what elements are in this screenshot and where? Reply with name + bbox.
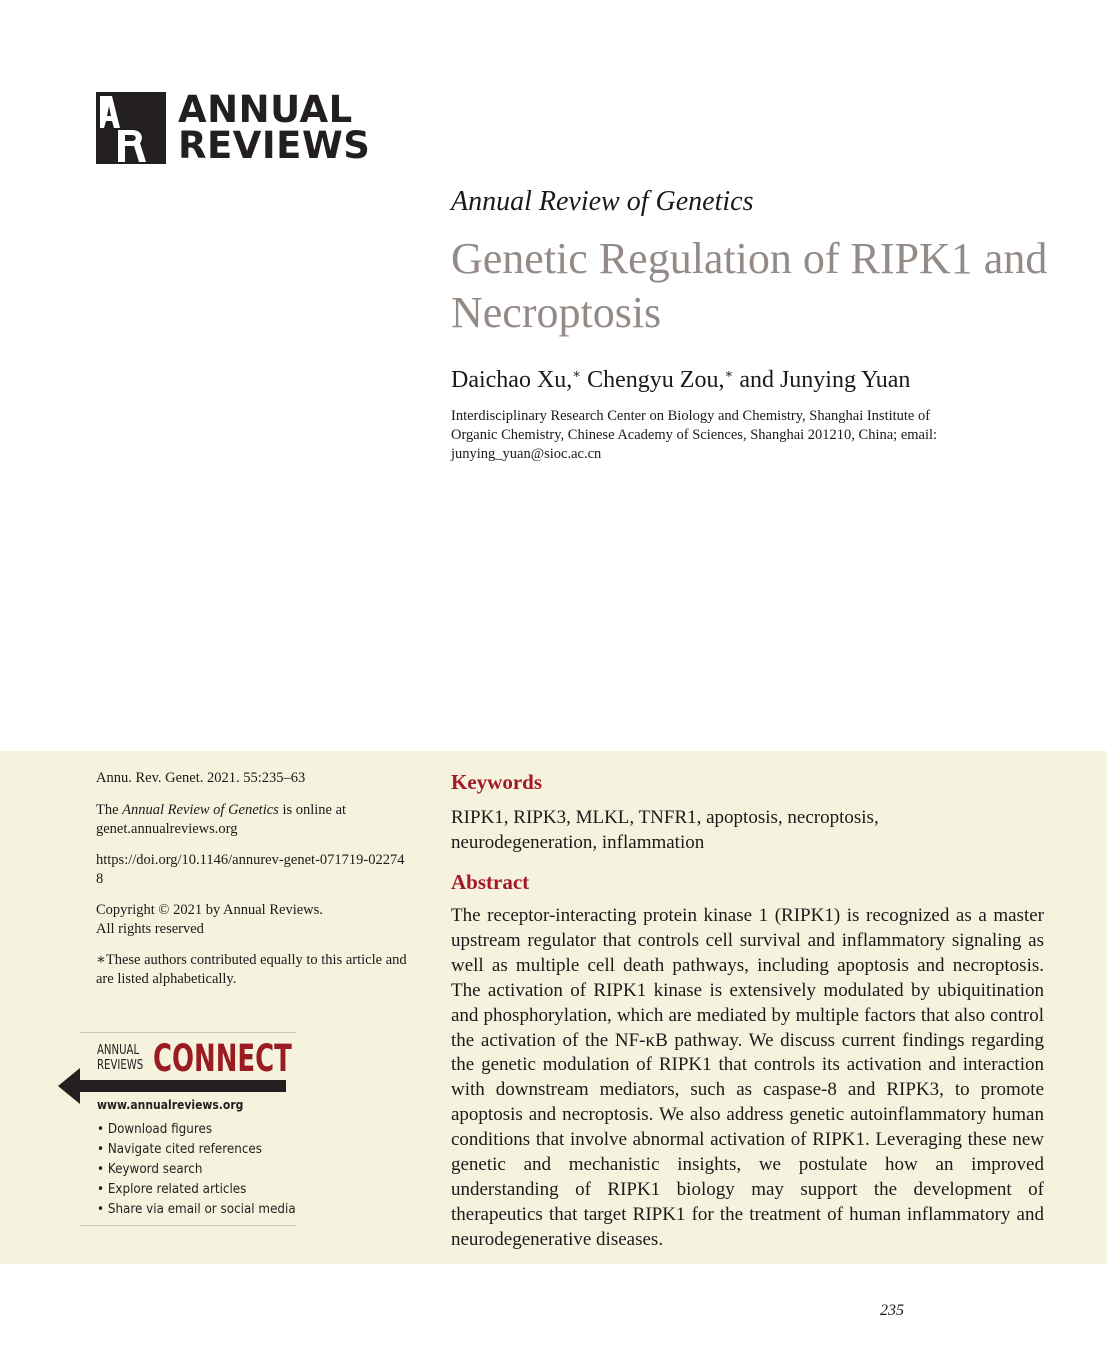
connect-reviews-label: REVIEWS: [97, 1058, 144, 1073]
doi-link[interactable]: https://doi.org/10.1146/annurev-genet-071719-022748: [96, 852, 405, 887]
keywords-heading: Keywords: [451, 770, 542, 794]
list-item: • Download figures: [97, 1122, 213, 1137]
equal-contribution-mark: ∗: [572, 366, 582, 381]
rights-line: All rights reserved: [96, 921, 204, 937]
page-number: 235: [880, 1302, 904, 1319]
online-suffix: is online at genet.annualreviews.org: [96, 802, 347, 837]
connect-url-link[interactable]: www.annualreviews.org: [97, 1098, 244, 1112]
logo-line-reviews: REVIEWS: [178, 124, 371, 167]
list-item: • Share via email or social media: [97, 1202, 296, 1217]
annual-reviews-connect-box: [80, 1032, 296, 1226]
logo-wordmark: [178, 88, 371, 167]
equal-contribution-mark: ∗: [724, 366, 734, 381]
divider: [80, 1225, 296, 1226]
journal-title: Annual Review of Genetics: [451, 186, 754, 217]
author-list: [451, 366, 910, 394]
online-info: [96, 801, 411, 839]
author-name: Chengyu Zou,: [587, 367, 725, 393]
keywords-text: RIPK1, RIPK3, MLKL, TNFR1, apoptosis, necroptosis, neurodegeneration, inflammation: [451, 807, 879, 853]
connect-wordmark: CONNECT: [153, 1037, 292, 1080]
list-item: • Explore related articles: [97, 1182, 247, 1197]
author-name: Daichao Xu,: [451, 367, 573, 393]
connect-annual-label: ANNUAL: [97, 1043, 140, 1058]
abstract-heading: Abstract: [451, 870, 530, 894]
copyright: [96, 901, 411, 939]
list-item: • Keyword search: [97, 1162, 203, 1177]
article-title: Genetic Regulation of RIPK1 and Necroptosis: [451, 234, 1048, 337]
online-journal: Annual Review of Genetics: [122, 802, 279, 818]
logo-line-annual: ANNUAL: [178, 88, 353, 131]
citation: Annu. Rev. Genet. 2021. 55:235–63: [96, 770, 306, 786]
author-name: and Junying Yuan: [739, 367, 911, 393]
divider: [80, 1032, 296, 1033]
copyright-line: Copyright © 2021 by Annual Reviews.: [96, 902, 323, 918]
connect-feature-list: [97, 1120, 313, 1220]
author-affiliation: Interdisciplinary Research Center on Biology and Chemistry, Shanghai Institute of Organic Chemistry, Chinese Academy of Sciences, Shanghai 201210, China; email: junying_yuan@sioc.ac.cn: [451, 408, 938, 462]
abstract-text: The receptor-interacting protein kinase 1 (RIPK1) is recognized as a master upstream regulator that controls cell survival and inflammatory signaling as well as multiple cell death pathways, including apoptosis and necroptosis. The activation of RIPK1 kinase is extensively modulated by ubiquitination and phosphorylation, which are mediated by multiple factors that also control the activation of the NF-κB pathway. We discuss current findings regarding the genetic modulation of RIPK1 that controls its activation and interaction with downstream mediators, such as caspase-8 and RIPK3, to promote apoptosis and necroptosis. We also address genetic autoinflammatory human conditions that involve abnormal activation of RIPK1. Leveraging these new genetic and mechanistic insights, we postulate how an improved understanding of RIPK1 biology may support the development of therapeutics that target RIPK1 for the treatment of human inflammatory and neurodegenerative diseases.: [451, 905, 1044, 1250]
online-prefix: The: [96, 802, 123, 818]
equal-contribution-note: ∗These authors contributed equally to this article and are listed alphabetically.: [96, 952, 407, 987]
list-item: • Navigate cited references: [97, 1142, 262, 1157]
annual-reviews-mark-icon: [96, 92, 166, 164]
